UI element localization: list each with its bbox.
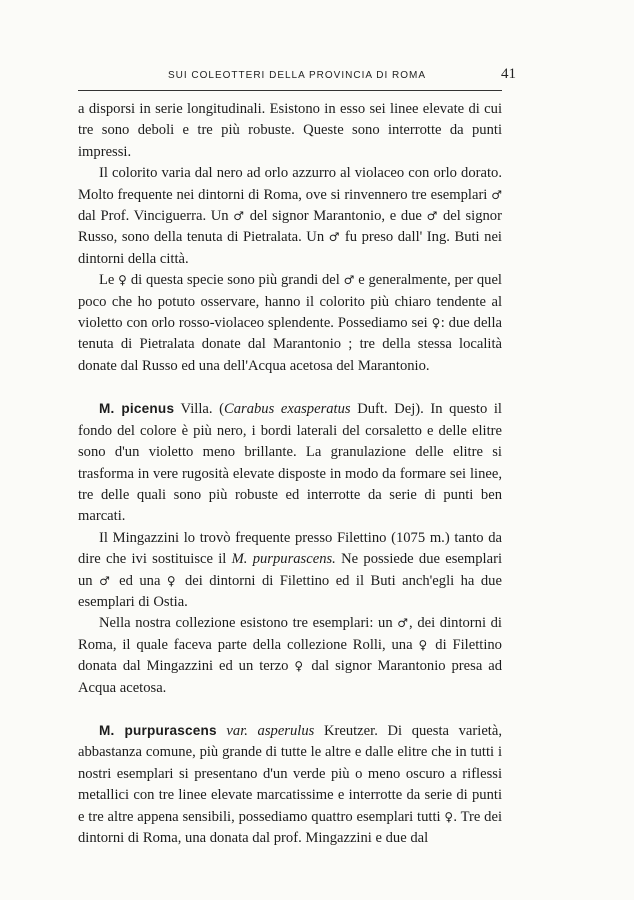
variety-label: var. xyxy=(226,722,248,739)
paragraph-mingazzini xyxy=(78,528,502,614)
text-run: del signor Marantonio, e due xyxy=(249,208,422,225)
text-run: : due della tenuta di Pietralata donate dal Marantonio ; tre della stessa località donate dal Russo ed una dell'Acqua acetosa del Marantonio. xyxy=(78,315,503,374)
body-text xyxy=(78,99,502,849)
female-symbol-icon: ♀ xyxy=(444,809,454,824)
female-symbol-icon: ♀ xyxy=(294,659,306,674)
text-run: del signor Russo, sono della tenuta di Pietralata. Un xyxy=(78,208,502,246)
text-run: In questo il fondo del colore è più nero, i bordi laterali del corsaletto e delle elitre sono d'un violetto meno brillante. La granulazione delle elitre si trasforma in vere rugosità elevate disposte in modo da formare sei linee, tre delle quali sono più robuste ed interrotte da serie di punti ben marcati. xyxy=(78,401,502,525)
male-symbol-icon: ♂ xyxy=(397,616,410,631)
male-symbol-icon: ♂ xyxy=(343,273,355,288)
paragraph-picenus xyxy=(78,398,502,527)
section-gap xyxy=(78,377,502,398)
male-symbol-icon: ♂ xyxy=(233,209,246,224)
text-run: Nella nostra collezione esistono tre esemplari: un xyxy=(99,615,393,632)
text-run: dei dintorni di Filettino ed il Buti anch'egli ha due esemplari di Ostia. xyxy=(78,572,502,610)
paragraph-collection xyxy=(78,613,502,699)
text-run: dal signor Marantonio presa ad Acqua acetosa. xyxy=(78,658,503,696)
synonym-name: Carabus exasperatus xyxy=(223,401,351,418)
text-run: a disporsi in serie longitudinali. Esistono in esso sei linee elevate di cui tre sono deboli e tre più robuste. Queste sono interrotte da punti impressi. xyxy=(78,101,502,160)
text-run: Villa. xyxy=(180,401,213,418)
female-symbol-icon: ♀ xyxy=(431,316,441,331)
text-run: ed una xyxy=(119,572,161,589)
text-run: Il Mingazzini lo trovò frequente presso Filettino (1075 m.) tanto da dire che ivi sostituisce il xyxy=(78,529,502,568)
text-run: dal Prof. Vinciguerra. Un xyxy=(78,208,229,225)
text-run: di Filettino donata dal Mingazzini ed un terzo xyxy=(78,636,502,675)
text-run: e generalmente, per quel poco che ho potuto osservare, hanno il colorito più chiaro tendente al violetto con orlo rosso-violaceo splendente. Possediamo sei xyxy=(78,272,502,332)
text-run: ( xyxy=(219,401,224,418)
header-rule xyxy=(78,90,502,91)
male-symbol-icon: ♂ xyxy=(491,187,502,202)
text-run: di questa specie sono più grandi del xyxy=(130,272,340,289)
male-symbol-icon: ♂ xyxy=(426,209,439,224)
paragraph-coloration xyxy=(78,163,502,270)
text-run: fu preso dall' Ing. Buti nei dintorni della città. xyxy=(78,229,502,267)
text-run: Kreutzer. Di questa varietà, abbastanza comune, più grande di tutte le altre e dalle elitre che in tutti i nostri esemplari si presentano d'un verde più o meno oscuro a riflessi metallici con tre linee elevate marcatissime e interrotte da serie di punti e tre altre appena sensibili, possediamo quattro esemplari tutti xyxy=(78,722,502,825)
paragraph-purpurascens xyxy=(78,720,502,849)
text-run: . Tre dei dintorni di Roma, una donata dal prof. Mingazzini e due dal xyxy=(78,808,503,846)
species-reference: M. purpurascens. xyxy=(231,551,336,568)
running-head-title: SUI COLEOTTERI DELLA PROVINCIA DI ROMA xyxy=(167,70,427,81)
species-name: M. purpurascens xyxy=(99,722,217,738)
text-run: , dei dintorni di Roma, il quale faceva parte della collezione Rolli, una xyxy=(78,615,502,653)
paragraph-females xyxy=(78,270,502,377)
text-run: Ne possiede due esemplari un xyxy=(78,551,503,589)
variety-name: asperulus xyxy=(257,722,315,739)
species-name: M. picenus xyxy=(99,401,175,417)
text-run: Il colorito varia dal nero ad orlo azzurro al violaceo con orlo dorato. Molto frequente nei dintorni di Roma, ove si rinvennero tre esemplari xyxy=(78,165,502,203)
text-run: Le xyxy=(99,272,115,289)
section-gap xyxy=(78,699,502,720)
female-symbol-icon: ♀ xyxy=(166,573,179,588)
male-symbol-icon: ♂ xyxy=(328,230,341,245)
text-run: Duft. Dej). xyxy=(357,401,424,418)
female-symbol-icon: ♀ xyxy=(418,637,430,652)
female-symbol-icon: ♀ xyxy=(118,273,128,288)
page-number: 41 xyxy=(501,66,516,82)
male-symbol-icon: ♂ xyxy=(99,573,113,588)
paragraph-continuation xyxy=(78,99,502,163)
